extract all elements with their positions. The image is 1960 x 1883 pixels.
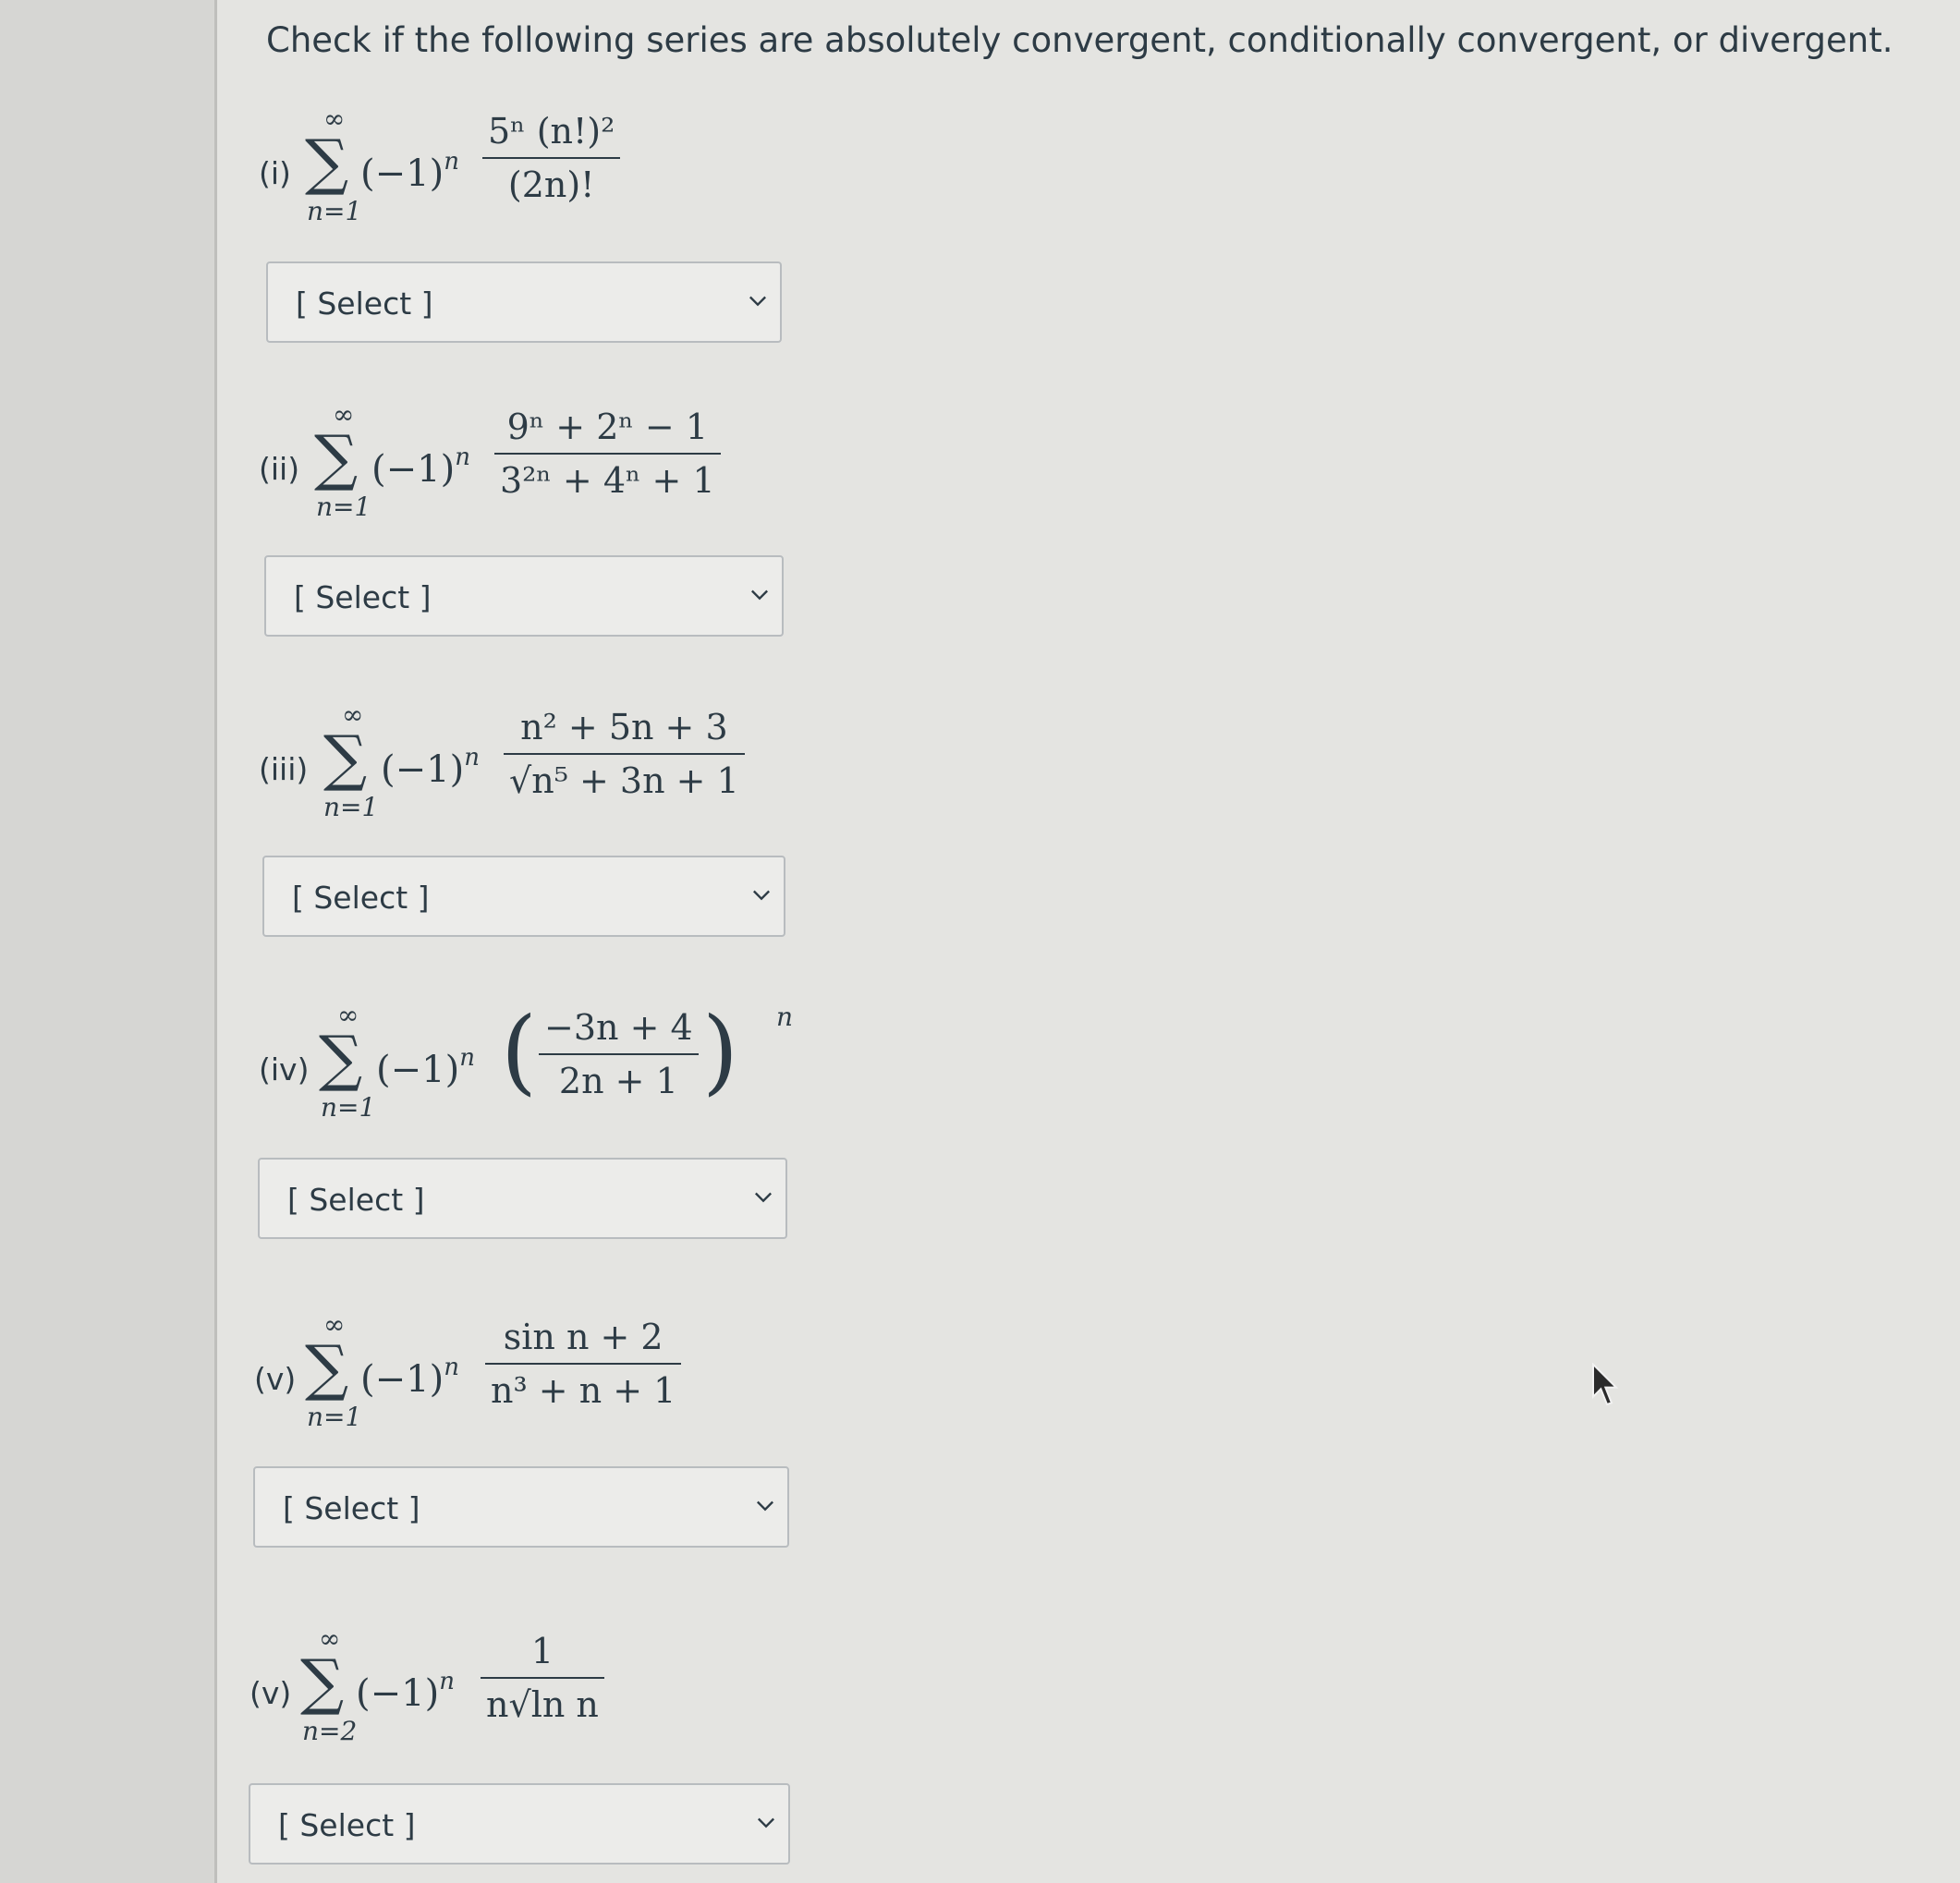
answer-select-4[interactable] (258, 1158, 787, 1239)
sigma-symbol: ∑ (319, 1023, 363, 1094)
select-placeholder: [ Select ] (294, 579, 432, 615)
sign-exponent: n (464, 744, 480, 771)
sigma-symbol: ∑ (305, 1332, 349, 1403)
sigma-symbol: ∑ (305, 127, 349, 198)
fraction-bar (539, 1053, 699, 1055)
sign-base: (−1) (360, 152, 444, 195)
fraction (481, 1622, 604, 1725)
denominator: (2n)! (507, 164, 595, 205)
chevron-down-icon (749, 881, 774, 907)
fraction (485, 1307, 681, 1411)
sign-exponent: n (444, 148, 459, 176)
chevron-down-icon (750, 1184, 776, 1209)
series-expression-5 (254, 1307, 846, 1446)
series-label: (ii) (259, 451, 300, 487)
sigma-symbol: ∑ (300, 1646, 345, 1718)
answer-select-2[interactable] (264, 555, 784, 637)
upper-limit: ∞ (323, 103, 346, 134)
upper-limit: ∞ (323, 1309, 346, 1340)
numerator: 9ⁿ + 2ⁿ − 1 (506, 407, 709, 447)
series-expression-4 (259, 998, 850, 1136)
left-gutter (0, 0, 217, 1883)
denominator: 3²ⁿ + 4ⁿ + 1 (500, 460, 715, 501)
question-instruction: Check if the following series are absolutely convergent, conditionally convergent, or divergent. (266, 20, 1893, 60)
mouse-pointer-icon (1591, 1363, 1623, 1409)
chevron-down-icon (747, 581, 773, 607)
chevron-down-icon (753, 1809, 779, 1835)
select-placeholder: [ Select ] (292, 880, 430, 916)
outer-exponent: n (776, 1002, 794, 1032)
answer-select-5[interactable] (253, 1466, 789, 1548)
sign-base: (−1) (360, 1358, 444, 1401)
denominator: n³ + n + 1 (491, 1370, 676, 1411)
left-parenthesis: ( (501, 997, 538, 1105)
right-parenthesis: ) (702, 997, 739, 1105)
lower-limit: n=1 (323, 792, 379, 822)
sigma-symbol: ∑ (323, 723, 368, 794)
lower-limit: n=1 (307, 196, 362, 226)
answer-select-3[interactable] (262, 856, 785, 937)
lower-limit: n=1 (316, 492, 371, 522)
series-label: (v) (254, 1361, 297, 1397)
sign-base: (−1) (371, 448, 456, 491)
numerator: n² + 5n + 3 (520, 707, 728, 747)
sign-base: (−1) (356, 1672, 440, 1715)
select-placeholder: [ Select ] (283, 1490, 420, 1526)
fraction-bar (504, 753, 745, 755)
fraction-bar (494, 453, 721, 455)
numerator: 1 (530, 1631, 554, 1671)
fraction (494, 397, 721, 501)
select-placeholder: [ Select ] (278, 1807, 416, 1843)
chevron-down-icon (752, 1492, 778, 1518)
numerator: sin n + 2 (503, 1317, 663, 1357)
series-label: (iii) (259, 751, 309, 787)
select-placeholder: [ Select ] (287, 1182, 425, 1218)
sign-exponent: n (439, 1668, 455, 1695)
denominator: √n⁵ + 3n + 1 (509, 760, 739, 801)
fraction-bar (481, 1677, 604, 1679)
fraction (482, 102, 620, 205)
lower-limit: n=2 (302, 1716, 358, 1746)
series-expression-3 (259, 698, 850, 836)
alternating-sign (360, 148, 459, 195)
sign-base: (−1) (381, 748, 465, 791)
fraction (539, 998, 699, 1101)
alternating-sign (360, 1354, 459, 1401)
lower-limit: n=1 (321, 1092, 376, 1123)
sign-exponent: n (444, 1354, 459, 1381)
upper-limit: ∞ (333, 399, 355, 430)
sign-exponent: n (459, 1044, 475, 1072)
series-label: (v) (250, 1675, 292, 1711)
numerator: −3n + 4 (544, 1007, 693, 1048)
series-expression-1 (259, 102, 850, 240)
answer-select-6[interactable] (249, 1783, 790, 1865)
sign-base: (−1) (376, 1049, 460, 1091)
series-expression-6 (250, 1622, 841, 1760)
series-label: (iv) (259, 1051, 310, 1087)
upper-limit: ∞ (319, 1623, 341, 1654)
alternating-sign (371, 443, 470, 491)
alternating-sign (381, 744, 480, 791)
upper-limit: ∞ (342, 699, 364, 730)
fraction (504, 698, 745, 801)
upper-limit: ∞ (337, 1000, 359, 1030)
alternating-sign (376, 1044, 475, 1091)
alternating-sign (356, 1668, 455, 1715)
denominator: 2n + 1 (558, 1061, 678, 1101)
sigma-symbol: ∑ (314, 422, 359, 493)
denominator: n√ln n (486, 1684, 599, 1725)
fraction-bar (482, 157, 620, 159)
answer-select-1[interactable] (266, 261, 782, 343)
select-placeholder: [ Select ] (296, 285, 433, 322)
series-label: (i) (259, 155, 291, 191)
series-expression-2 (259, 397, 850, 536)
numerator: 5ⁿ (n!)² (488, 111, 615, 152)
fraction-bar (485, 1363, 681, 1365)
lower-limit: n=1 (307, 1402, 362, 1432)
chevron-down-icon (745, 287, 771, 313)
sign-exponent: n (455, 443, 470, 471)
